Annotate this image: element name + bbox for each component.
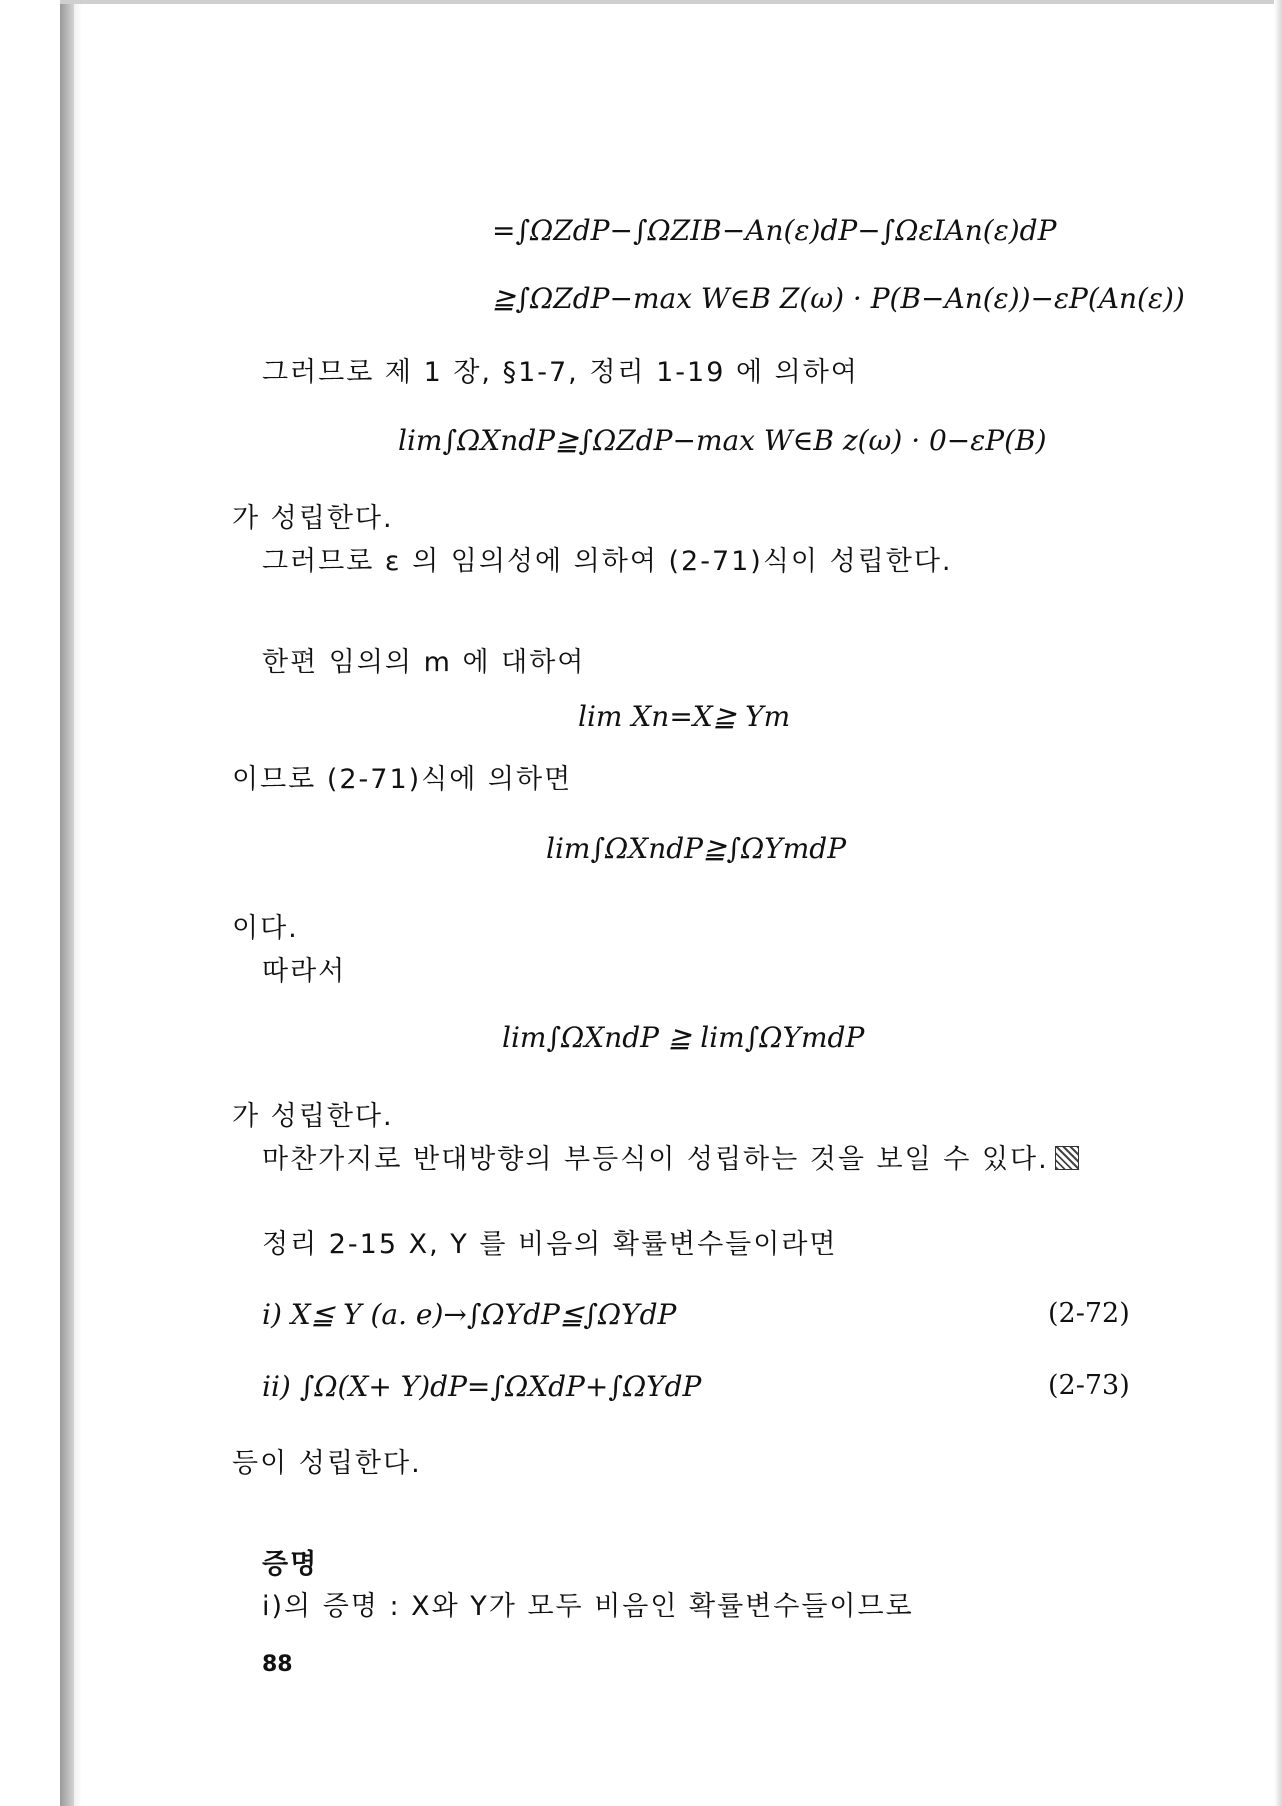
- proof-heading: 증명: [262, 1549, 319, 1580]
- equation-line-1: =∫ΩZdP−∫ΩZIB−An(ε)dP−∫ΩεIAn(ε)dP: [492, 214, 1057, 247]
- book-spine: [60, 0, 74, 1806]
- paragraph-line: 이므로 (2-71)식에 의하면: [232, 764, 573, 795]
- qed-mark-icon: [1055, 1146, 1079, 1170]
- page-top-edge: [60, 0, 1282, 4]
- paragraph-line: 가 성립한다.: [232, 1101, 394, 1132]
- theorem-statement: 정리 2-15 X, Y 를 비음의 확률변수들이라면: [262, 1229, 838, 1260]
- equation-line-3: lim∫ΩXndP≧∫ΩZdP−max W∈B z(ω) · 0−εP(B): [398, 424, 1047, 457]
- paragraph-line: 한편 임의의 m 에 대하여: [262, 647, 586, 678]
- paragraph-line: 이다.: [232, 913, 299, 944]
- equation-number: (2-73): [1048, 1370, 1130, 1401]
- page-number: 88: [262, 1652, 293, 1677]
- page-background: [60, 0, 1282, 1806]
- equation-line-5: lim∫ΩXndP≧∫ΩYmdP: [546, 832, 847, 865]
- page-right-edge: [1274, 0, 1282, 1806]
- theorem-item-2: ii) ∫Ω(X+ Y)dP=∫ΩXdP+∫ΩYdP: [262, 1370, 702, 1403]
- equation-line-6: lim∫ΩXndP ≧ lim∫ΩYmdP: [502, 1021, 865, 1054]
- paragraph-line: 그러므로 제 1 장, §1-7, 정리 1-19 에 의하여: [262, 357, 859, 388]
- proof-line: i)의 증명 : X와 Y가 모두 비음인 확률변수들이므로: [262, 1591, 914, 1622]
- paragraph-line: 등이 성립한다.: [232, 1448, 422, 1479]
- paragraph-line: 그러므로 ε 의 임의성에 의하여 (2-71)식이 성립한다.: [262, 546, 953, 577]
- theorem-item-1: i) X≦ Y (a. e)→∫ΩYdP≦∫ΩYdP: [262, 1298, 677, 1331]
- equation-line-4: lim Xn=X≧ Ym: [578, 700, 791, 733]
- equation-line-2: ≧∫ΩZdP−max W∈B Z(ω) · P(B−An(ε))−εP(An(ε)): [492, 282, 1185, 315]
- paragraph-line: 따라서: [262, 956, 347, 987]
- equation-number: (2-72): [1048, 1298, 1130, 1329]
- paragraph-text: 마찬가지로 반대방향의 부등식이 성립하는 것을 보일 수 있다.: [262, 1144, 1049, 1175]
- paragraph-line: [262, 1143, 1079, 1177]
- paragraph-line: 가 성립한다.: [232, 503, 394, 534]
